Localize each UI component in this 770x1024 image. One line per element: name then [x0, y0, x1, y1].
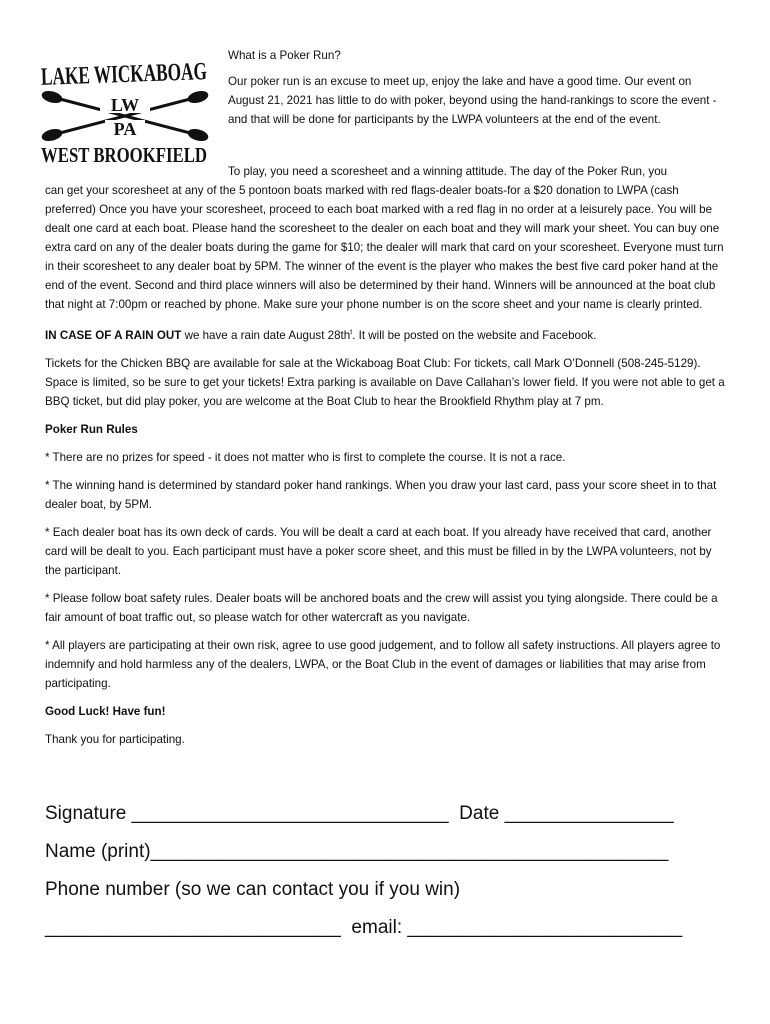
rain-out-sup: t: [350, 329, 353, 336]
tickets-paragraph: Tickets for the Chicken BBQ are available for sale at the Wickaboag Boat Club: For tickets, call Mark O’Donnell (508-245-5129). Space is limited, so be sure to get your tickets! Extra parking is available on Dave Callahan’s lower field. If you were not able to get a BBQ ticket, but did play poker, you are welcome at the Boat Club to hear the Brookfield Rhythm play at 7 pm.: [45, 356, 725, 408]
play-paragraph: can get your scoresheet at any of the 5 pontoon boats marked with red flags-dealer boats-for a $20 donation to LWPA (cash preferred) Once you have your scoresheet, proceed to each boat marked with a red flag in no order at a leisurely pace. You will be dealt one card at each boat. Please hand the scoresheet to the dealer on each boat and they will mark your sheet. You can buy one extra card on any of the dealer boats during the game for $10; the dealer will mark that card on your scoresheet. Everyone must turn in their scoresheet to any dealer boat by 5PM. The winner of the event is the player who makes the best five card poker hand at the end of the event. Second and third place winners will also be determined by their hand. Winners will be announced at the boat club that night at 7:00pm or reached by phone. Make sure your phone number is on the score sheet and your name is clearly printed.: [45, 184, 724, 311]
lwpa-logo: [38, 55, 282, 168]
rain-out-text: we have a rain date August 28th: [181, 328, 351, 342]
rain-out-paragraph: [45, 323, 727, 345]
play-paragraph-start: To play, you need a scoresheet and a winning attitude. The day of the Poker Run, you: [228, 165, 668, 178]
signup-form: [45, 801, 735, 953]
svg-text:PA: PA: [113, 119, 137, 139]
main-body: [45, 181, 727, 758]
rain-out-end: . It will be posted on the website and Facebook.: [352, 328, 597, 342]
rule-item: * There are no prizes for speed - it does not matter who is first to complete the course. It is not a race.: [45, 450, 566, 464]
intro-paragraph: Our poker run is an excuse to meet up, enjoy the lake and have a good time. Our event on August 21, 2021 has little to do with poker, beyond using the hand-rankings to score the event - and that will be done for participants by the LWPA volunteers at the end of the event.: [228, 75, 717, 126]
intro-heading: What is a Poker Run?: [228, 49, 341, 62]
rule-item: * Please follow boat safety rules. Dealer boats will be anchored boats and the crew will assist you tying alongside. There could be a fair amount of boat traffic out, so please watch for other watercraft as you navigate.: [45, 591, 718, 624]
rain-out-label: IN CASE OF A RAIN OUT: [45, 328, 182, 342]
rule-item: * All players are participating at their own risk, agree to use good judgement, and to follow all safety instructions. All players agree to indemnify and hold harmless any of the dealers, LWPA, or the Boat Club in the event of damages or liabilities that may arise from participating.: [45, 638, 721, 690]
phone-label: Phone number (so we can contact you if you win): [45, 879, 461, 900]
rules-heading: Poker Run Rules: [45, 422, 138, 436]
svg-text:WEST BROOKFIELD: WEST BROOKFIELD: [41, 143, 207, 167]
intro-section: [228, 46, 728, 129]
signature-date-field[interactable]: Signature ______________________________ Date ________________: [45, 803, 674, 824]
rule-item: * The winning hand is determined by standard poker hand rankings. When you draw your last card, pass your score sheet in to that dealer boat, by 5PM.: [45, 478, 717, 511]
good-luck-text: Good Luck! Have fun!: [45, 704, 166, 718]
phone-email-field[interactable]: ____________________________ email: __________________________: [45, 917, 683, 938]
svg-text:LAKE WICKABOAG: LAKE WICKABOAG: [40, 55, 282, 91]
thank-you-text: Thank you for participating.: [45, 732, 185, 746]
svg-text:LW: LW: [110, 95, 140, 115]
name-field[interactable]: Name (print)_________________________________________________: [45, 841, 669, 862]
rule-item: * Each dealer boat has its own deck of cards. You will be dealt a card at each boat. If you already have received that card, another card will be dealt to you. Each participant must have a poker score sheet, and this must be filled in by the LWPA volunteers, not by the participant.: [45, 525, 712, 577]
